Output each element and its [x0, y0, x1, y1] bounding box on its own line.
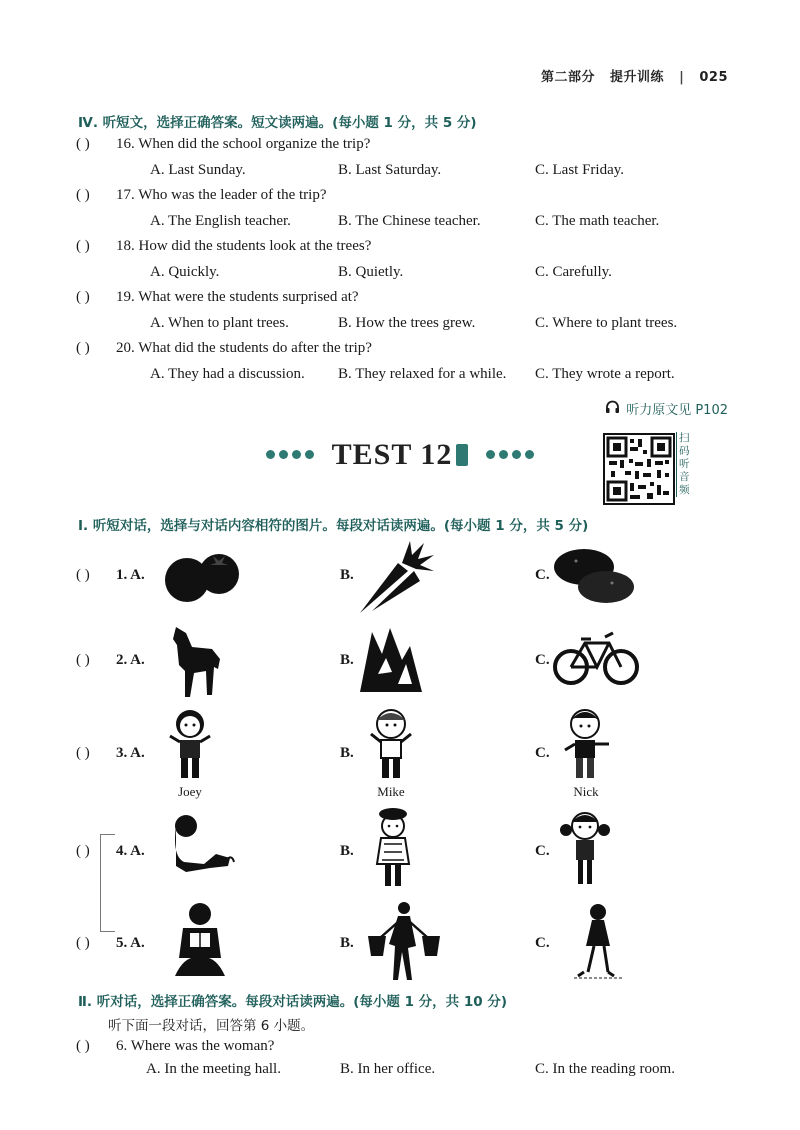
item3-label-c: C. — [535, 745, 550, 761]
qr-side-text: 扫码听音频 — [676, 432, 695, 497]
q16-option-b[interactable]: B. Last Saturday. — [338, 162, 442, 178]
q17-option-c[interactable]: C. The math teacher. — [535, 213, 660, 229]
boy-mike-icon[interactable] — [367, 708, 415, 787]
q17-option-a[interactable]: A. The English teacher. — [150, 213, 291, 229]
q18-option-a[interactable]: A. Quickly. — [150, 264, 220, 280]
section4-title: Ⅳ. 听短文，选择正确答案。短文读两遍。(每小题 1 分，共 5 分) — [78, 115, 477, 131]
bicycle-icon[interactable] — [553, 627, 639, 694]
boy-joey-icon[interactable] — [166, 708, 214, 787]
q19-option-a[interactable]: A. When to plant trees. — [150, 315, 289, 331]
headphones-icon — [605, 400, 620, 418]
shopping-woman-icon[interactable] — [360, 900, 448, 989]
girl-with-hat-icon[interactable] — [370, 806, 416, 893]
q16-option-a[interactable]: A. Last Sunday. — [150, 162, 246, 178]
q6-option-c[interactable]: C. In the reading room. — [535, 1061, 675, 1077]
q18-option-c[interactable]: C. Carefully. — [535, 264, 612, 280]
item4-label-a: 4. A. — [116, 843, 145, 859]
question-20: 20. What did the students do after the trip? — [116, 340, 372, 356]
girl-pigtails-icon[interactable] — [558, 808, 612, 893]
answer-blank-18[interactable]: ( ) — [76, 238, 90, 254]
answer-blank-2[interactable]: ( ) — [76, 652, 90, 668]
sitting-girl-icon[interactable] — [166, 812, 238, 891]
tomatoes-icon[interactable] — [163, 552, 245, 609]
listening-note[interactable] — [605, 399, 728, 418]
walking-girl-icon[interactable] — [570, 900, 630, 987]
item2-label-a: 2. A. — [116, 652, 145, 668]
reading-person-icon[interactable] — [171, 902, 229, 985]
section1-title: Ⅰ. 听短对话，选择与对话内容相符的图片。每段对话读两遍。(每小题 1 分，共 5 分) — [78, 518, 589, 534]
horse-icon[interactable] — [168, 623, 226, 704]
q17-option-b[interactable]: B. The Chinese teacher. — [338, 213, 481, 229]
question-17: 17. Who was the leader of the trip? — [116, 187, 327, 203]
test-title: TEST 12 — [331, 438, 453, 471]
potatoes-icon[interactable] — [550, 545, 638, 610]
question-16: 16. When did the school organize the trip? — [116, 136, 371, 152]
q6-option-b[interactable]: B. In her office. — [340, 1061, 436, 1077]
item5-label-c: C. — [535, 935, 550, 951]
caption-nick: Nick — [573, 784, 599, 799]
item2-label-b: B. — [340, 652, 354, 668]
question-18: 18. How did the students look at the trees? — [116, 238, 372, 254]
item4-label-c: C. — [535, 843, 550, 859]
section2-title: Ⅱ. 听对话，选择正确答案。每段对话读两遍。(每小题 1 分，共 10 分) — [78, 994, 508, 1010]
decor-dots-left — [264, 446, 316, 464]
answer-blank-20[interactable]: ( ) — [76, 340, 90, 356]
item1-label-b: B. — [340, 567, 354, 583]
carrots-icon[interactable] — [358, 535, 438, 620]
q19-option-b[interactable]: B. How the trees grew. — [338, 315, 476, 331]
item1-label-a: 1. A. — [116, 567, 145, 583]
q20-option-b[interactable]: B. They relaxed for a while. — [338, 366, 507, 382]
boy-nick-icon[interactable] — [561, 708, 613, 787]
answer-blank-3[interactable]: ( ) — [76, 745, 90, 761]
margin-bracket — [100, 834, 115, 932]
mountains-icon[interactable] — [358, 624, 424, 699]
answer-blank-6[interactable]: ( ) — [76, 1038, 90, 1054]
answer-blank-16[interactable]: ( ) — [76, 136, 90, 152]
q19-option-c[interactable]: C. Where to plant trees. — [535, 315, 678, 331]
page-header — [541, 66, 728, 85]
answer-blank-19[interactable]: ( ) — [76, 289, 90, 305]
q20-option-c[interactable]: C. They wrote a report. — [535, 366, 675, 382]
item1-label-c: C. — [535, 567, 550, 583]
answer-blank-5[interactable]: ( ) — [76, 935, 90, 951]
decor-dots-right — [484, 446, 536, 464]
item5-label-b: B. — [340, 935, 354, 951]
qr-code-icon[interactable] — [603, 433, 675, 505]
section2-instruction: 听下面一段对话，回答第 6 小题。 — [108, 1018, 315, 1034]
q6-option-a[interactable]: A. In the meeting hall. — [146, 1061, 281, 1077]
item4-label-b: B. — [340, 843, 354, 859]
item2-label-c: C. — [535, 652, 550, 668]
question-19: 19. What were the students surprised at? — [116, 289, 359, 305]
listening-note-text: 听力原文见 P102 — [626, 403, 728, 418]
header-part: 第二部分 — [540, 70, 595, 85]
caption-mike: Mike — [377, 784, 405, 799]
question-6: 6. Where was the woman? — [116, 1038, 275, 1054]
item3-label-a: 3. A. — [116, 745, 145, 761]
caption-joey: Joey — [178, 784, 202, 799]
answer-blank-1[interactable]: ( ) — [76, 567, 90, 583]
q18-option-b[interactable]: B. Quietly. — [338, 264, 404, 280]
q16-option-c[interactable]: C. Last Friday. — [535, 162, 625, 178]
answer-blank-4[interactable]: ( ) — [76, 843, 90, 859]
page-number: 025 — [699, 70, 728, 85]
item5-label-a: 5. A. — [116, 935, 145, 951]
test-chip-icon — [456, 444, 468, 466]
item3-label-b: B. — [340, 745, 354, 761]
answer-blank-17[interactable]: ( ) — [76, 187, 90, 203]
header-section: 提升训练 — [610, 70, 665, 85]
q20-option-a[interactable]: A. They had a discussion. — [150, 366, 305, 382]
header-divider: | — [679, 70, 685, 85]
